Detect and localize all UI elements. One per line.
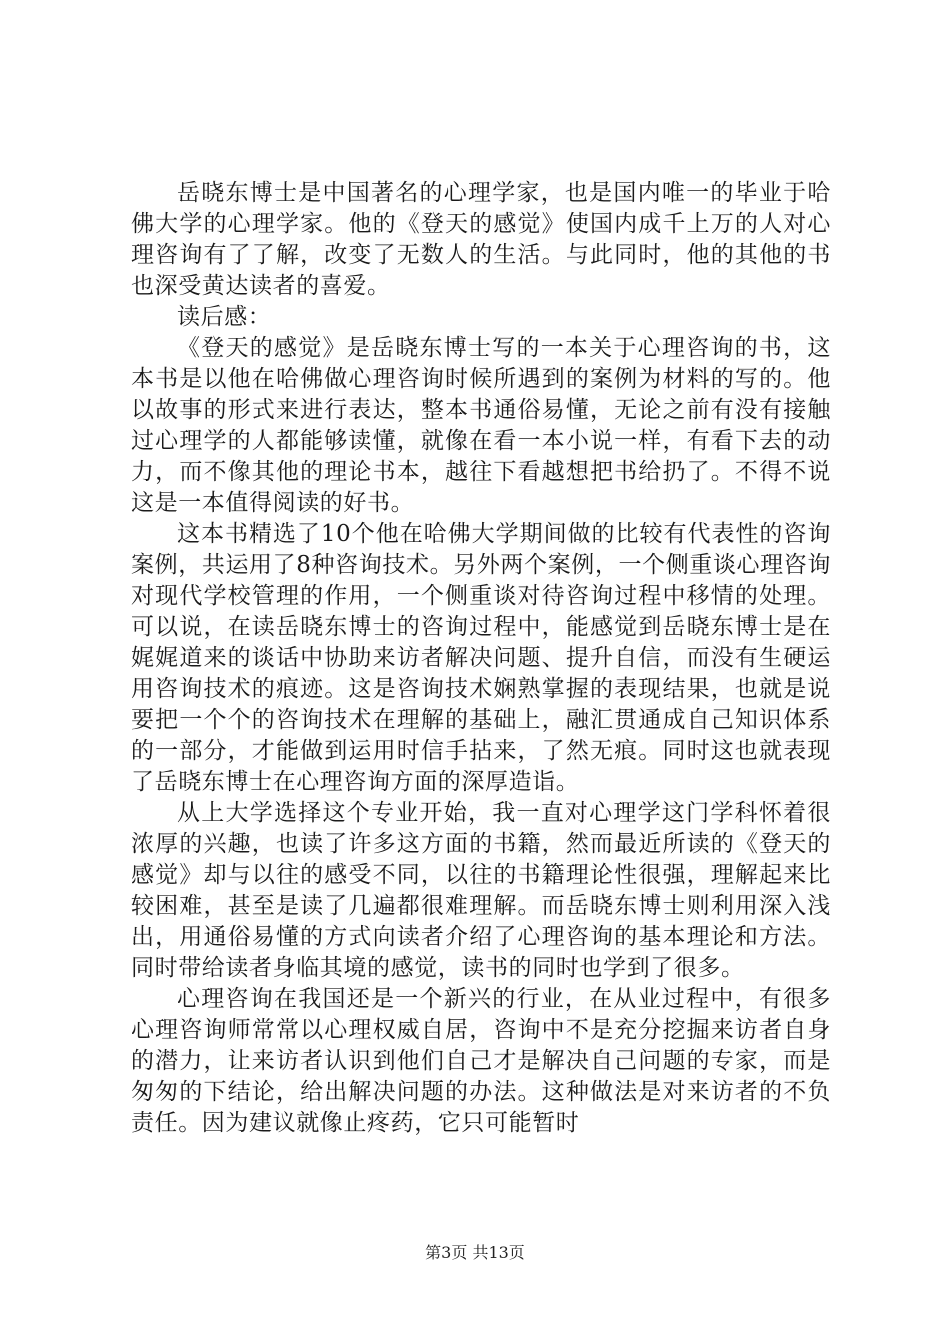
article-body: [131, 178, 831, 1139]
paragraph-book-overview: 《登天的感觉》是岳晓东博士写的一本关于心理咨询的书，这本书是以他在哈佛做心理咨询时候所遇到的案例为材料的写的。他以故事的形式来进行表达，整本书通俗易懂，无论之前有没有接触过心理学的人都能够读懂，就像在看一本小说一样，有看下去的动力，而不像其他的理论书本，越往下看越想把书给扔了。不得不说这是一本值得阅读的好书。: [131, 335, 831, 516]
paragraph-personal: 从上大学选择这个专业开始，我一直对心理学这门学科怀着很浓厚的兴趣，也读了许多这方面的书籍，然而最近所读的《登天的感觉》却与以往的感受不同，以往的书籍理论性很强，理解起来比较困难，甚至是读了几遍都很难理解。而岳晓东博士则利用深入浅出，用通俗易懂的方式向读者介绍了心理咨询的基本理论和方法。同时带给读者身临其境的感觉，读书的同时也学到了很多。: [131, 800, 831, 981]
paragraph-cases: 这本书精选了10个他在哈佛大学期间做的比较有代表性的咨询案例，共运用了8种咨询技术。另外两个案例，一个侧重谈心理咨询对现代学校管理的作用，一个侧重谈对待咨询过程中移情的处理。可以说，在读岳晓东博士的咨询过程中，能感觉到岳晓东博士是在娓娓道来的谈话中协助来访者解决问题、提升自信，而没有生硬运用咨询技术的痕迹。这是咨询技术娴熟掌握的表现结果，也就是说要把一个个的咨询技术在理解的基础上，融汇贯通成自己知识体系的一部分，才能做到运用时信手拈来，了然无痕。同时这也就表现了岳晓东博士在心理咨询方面的深厚造诣。: [131, 521, 831, 795]
page-footer: 第3页 共13页: [425, 1243, 525, 1262]
paragraph-intro: 岳晓东博士是中国著名的心理学家，也是国内唯一的毕业于哈佛大学的心理学家。他的《登天的感觉》使国内成千上万的人对心理咨询有了了解，改变了无数人的生活。与此同时，他的其他的书也深受黄达读者的喜爱。: [131, 180, 831, 299]
paragraph-heading-reflection: 读后感：: [177, 304, 272, 330]
paragraph-counseling-industry: 心理咨询在我国还是一个新兴的行业，在从业过程中，有很多心理咨询师常常以心理权威自居，咨询中不是充分挖掘来访者自身的潜力，让来访者认识到他们自己才是解决自己问题的专家，而是匆匆的下结论，给出解决问题的办法。这种做法是对来访者的不负责任。因为建议就像止疼药，它只可能暂时: [131, 986, 831, 1136]
